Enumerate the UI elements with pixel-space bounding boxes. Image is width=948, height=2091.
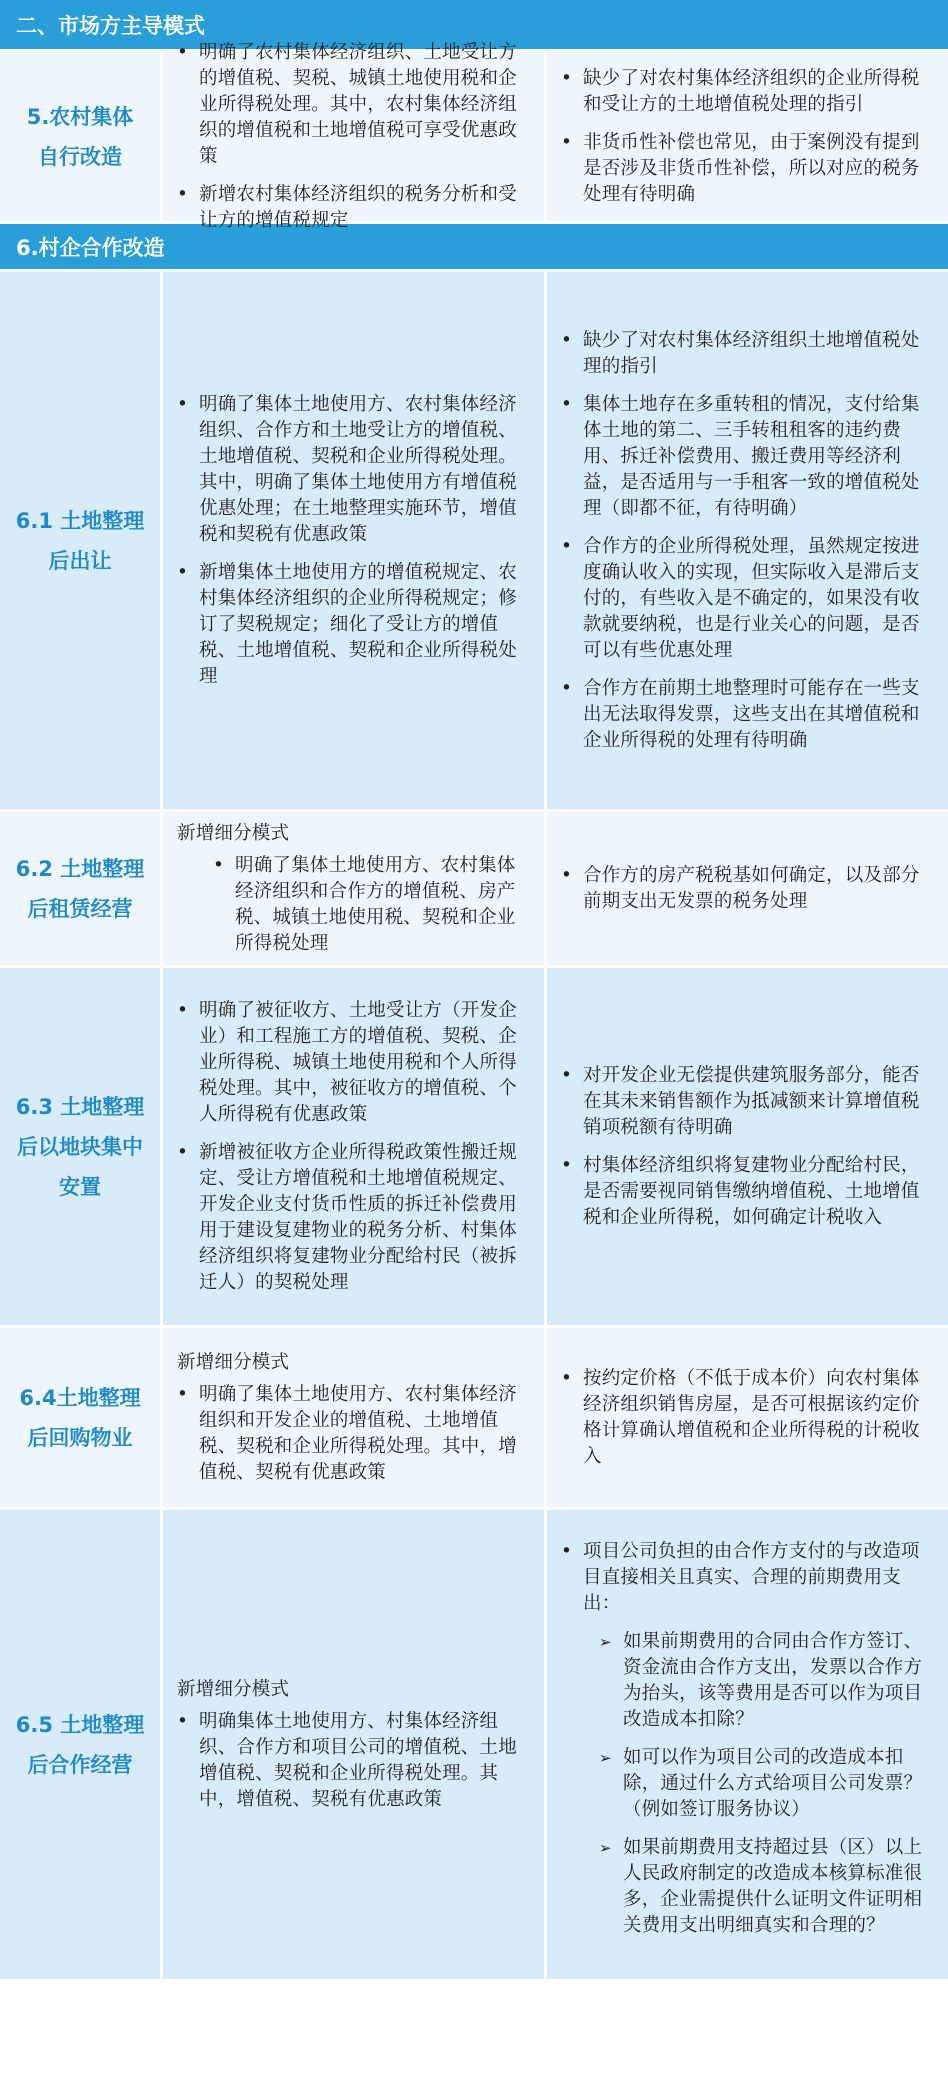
bullet-dot-icon: • <box>561 1367 573 1389</box>
sub-list-item: ➢ 如可以作为项目公司的改造成本扣除，通过什么方式给项目公司发票？（例如签订服务协议） <box>599 1746 923 1820</box>
issues-cell <box>544 812 948 965</box>
bullet-dot-icon: • <box>561 1540 573 1562</box>
bullet-dot-icon: • <box>177 1383 189 1405</box>
bullet-dot-icon: • <box>561 393 573 415</box>
table-row-6-3 <box>0 968 948 1328</box>
row-title: 6.5 土地整理 后合作经营 <box>0 1510 160 1979</box>
bullet-dot-icon: • <box>177 999 189 1021</box>
row-title: 6.2 土地整理 后租赁经营 <box>0 812 160 965</box>
list-item: • 明确了集体土地使用方、农村集体经济组织、合作方和土地受让方的增值税、土地增值税、契税和企业所得税处理。其中，明确了集体土地使用方有增值税优惠处理；在土地整理实施环节，增值税和契税有优惠政策 <box>177 393 517 545</box>
changes-cell <box>160 812 544 965</box>
mode-intro: 新增细分模式 <box>177 822 290 844</box>
table-row-5 <box>0 41 948 231</box>
list-item: • 项目公司负担的由合作方支付的与改造项目直接相关且真实、合理的前期费用支出： <box>561 1540 920 1614</box>
table-row-6-2 <box>0 812 948 968</box>
bullet-dot-icon: • <box>213 854 225 876</box>
arrow-bullet-icon: ➢ <box>599 1838 612 1857</box>
bullet-dot-icon: • <box>561 67 573 89</box>
arrow-bullet-icon: ➢ <box>599 1632 612 1651</box>
table-row-6-5 <box>0 1510 948 1982</box>
changes-cell <box>160 41 544 231</box>
list-item: • 合作方的企业所得税处理，虽然规定按进度确认收入的实现，但实际收入是滞后支付的，有些收入是不确定的，如果没有收款就要纳税，也是行业关心的问题，是否可以有些优惠处理 <box>561 535 920 661</box>
bullet-dot-icon: • <box>561 535 573 557</box>
bullet-dot-icon: • <box>561 677 573 699</box>
list-item: • 非货币性补偿也常见，由于案例没有提到是否涉及非货币性补偿，所以对应的税务处理有待明确 <box>561 131 920 205</box>
list-item: • 明确了农村集体经济组织、土地受让方的增值税、契税、城镇土地使用税和企业所得税处理。其中，农村集体经济组织的增值税和土地增值税可享受优惠政策 <box>177 41 517 167</box>
section-title: 6.村企合作改造 <box>16 235 165 260</box>
bullet-dot-icon: • <box>177 393 189 415</box>
mode-intro: 新增细分模式 <box>177 1678 290 1700</box>
arrow-bullet-icon: ➢ <box>599 1748 612 1767</box>
bullet-dot-icon: • <box>177 1710 189 1732</box>
issues-cell <box>544 1510 948 1979</box>
issues-cell <box>544 52 948 221</box>
list-item: • 按约定价格（不低于成本价）向农村集体经济组织销售房屋，是否可根据该约定价格计算确认增值税和企业所得税的计税收入 <box>561 1367 920 1467</box>
section-title: 二、市场方主导模式 <box>16 13 205 38</box>
list-item: • 缺少了对农村集体经济组织土地增值税处理的指引 <box>561 329 920 377</box>
row-title: 6.3 土地整理 后以地块集中 安置 <box>0 968 160 1325</box>
issues-cell <box>544 968 948 1325</box>
bullet-dot-icon: • <box>561 329 573 351</box>
mode-intro: 新增细分模式 <box>177 1351 290 1373</box>
table-row-6-4 <box>0 1328 948 1510</box>
list-item: • 合作方的房产税税基如何确定，以及部分前期支出无发票的税务处理 <box>561 864 920 912</box>
sub-list-item: ➢ 如果前期费用的合同由合作方签订、资金流由合作方支出，发票以合作方为抬头，该等费用是否可以作为项目改造成本扣除？ <box>599 1630 923 1730</box>
issues-cell <box>544 272 948 809</box>
list-item: • 新增农村集体经济组织的税务分析和受让方的增值税规定 <box>177 183 517 231</box>
list-item: • 明确集体土地使用方、村集体经济组织、合作方和项目公司的增值税、土地增值税、契税和企业所得税处理。其中，增值税、契税有优惠政策 <box>177 1710 517 1810</box>
changes-cell <box>160 968 544 1325</box>
list-item: • 明确了被征收方、土地受让方（开发企业）和工程施工方的增值税、契税、企业所得税、城镇土地使用税和个人所得税处理。其中，被征收方的增值税、个人所得税有优惠政策 <box>177 999 517 1125</box>
bullet-dot-icon: • <box>561 864 573 886</box>
bullet-dot-icon: • <box>177 561 189 583</box>
list-item: • 合作方在前期土地整理时可能存在一些支出无法取得发票，这些支出在其增值税和企业所得税的处理有待明确 <box>561 677 920 751</box>
list-item: • 缺少了对农村集体经济组织的企业所得税和受让方的土地增值税处理的指引 <box>561 67 920 115</box>
sub-list-item: ➢ 如果前期费用支持超过县（区）以上人民政府制定的改造成本核算标准很多，企业需提供什么证明文件证明相关费用支出明细真实和合理的？ <box>599 1836 923 1936</box>
bullet-dot-icon: • <box>177 41 189 63</box>
changes-cell <box>160 272 544 809</box>
list-item: • 对开发企业无偿提供建筑服务部分，能否在其未来销售额作为抵减额来计算增值税销项税额有待明确 <box>561 1064 920 1138</box>
changes-cell <box>160 1328 544 1507</box>
bullet-dot-icon: • <box>177 1141 189 1163</box>
list-item: • 集体土地存在多重转租的情况，支付给集体土地的第二、三手转租租客的违约费用、拆迁补偿费用、搬迁费用等经济利益，是否适用与一手租客一致的增值税处理（即都不征，有待明确） <box>561 393 920 519</box>
row-title: 5.农村集体 自行改造 <box>0 52 160 221</box>
table-row-6-1 <box>0 272 948 812</box>
row-title: 6.1 土地整理 后出让 <box>0 272 160 809</box>
bullet-dot-icon: • <box>561 131 573 153</box>
bullet-dot-icon: • <box>561 1064 573 1086</box>
bullet-dot-icon: • <box>177 183 189 205</box>
list-item: • 新增被征收方企业所得税政策性搬迁规定、受让方增值税和土地增值税规定、开发企业支付货币性质的拆迁补偿费用用于建设复建物业的税务分析、村集体经济组织将复建物业分配给村民（被拆迁人）的契税处理 <box>177 1141 517 1293</box>
list-item: • 明确了集体土地使用方、农村集体经济组织和开发企业的增值税、土地增值税、契税和企业所得税处理。其中，增值税、契税有优惠政策 <box>177 1383 517 1483</box>
issues-cell <box>544 1328 948 1507</box>
list-item: • 明确了集体土地使用方、农村集体经济组织和合作方的增值税、房产税、城镇土地使用税、契税和企业所得税处理 <box>213 854 516 954</box>
row-title: 6.4土地整理 后回购物业 <box>0 1328 160 1507</box>
list-item: • 新增集体土地使用方的增值税规定、农村集体经济组织的企业所得税规定；修订了契税规定；细化了受让方的增值税、土地增值税、契税和企业所得税处理 <box>177 561 517 687</box>
changes-cell <box>160 1510 544 1979</box>
bullet-dot-icon: • <box>561 1154 573 1176</box>
list-item: • 村集体经济组织将复建物业分配给村民，是否需要视同销售缴纳增值税、土地增值税和企业所得税，如何确定计税收入 <box>561 1154 920 1228</box>
